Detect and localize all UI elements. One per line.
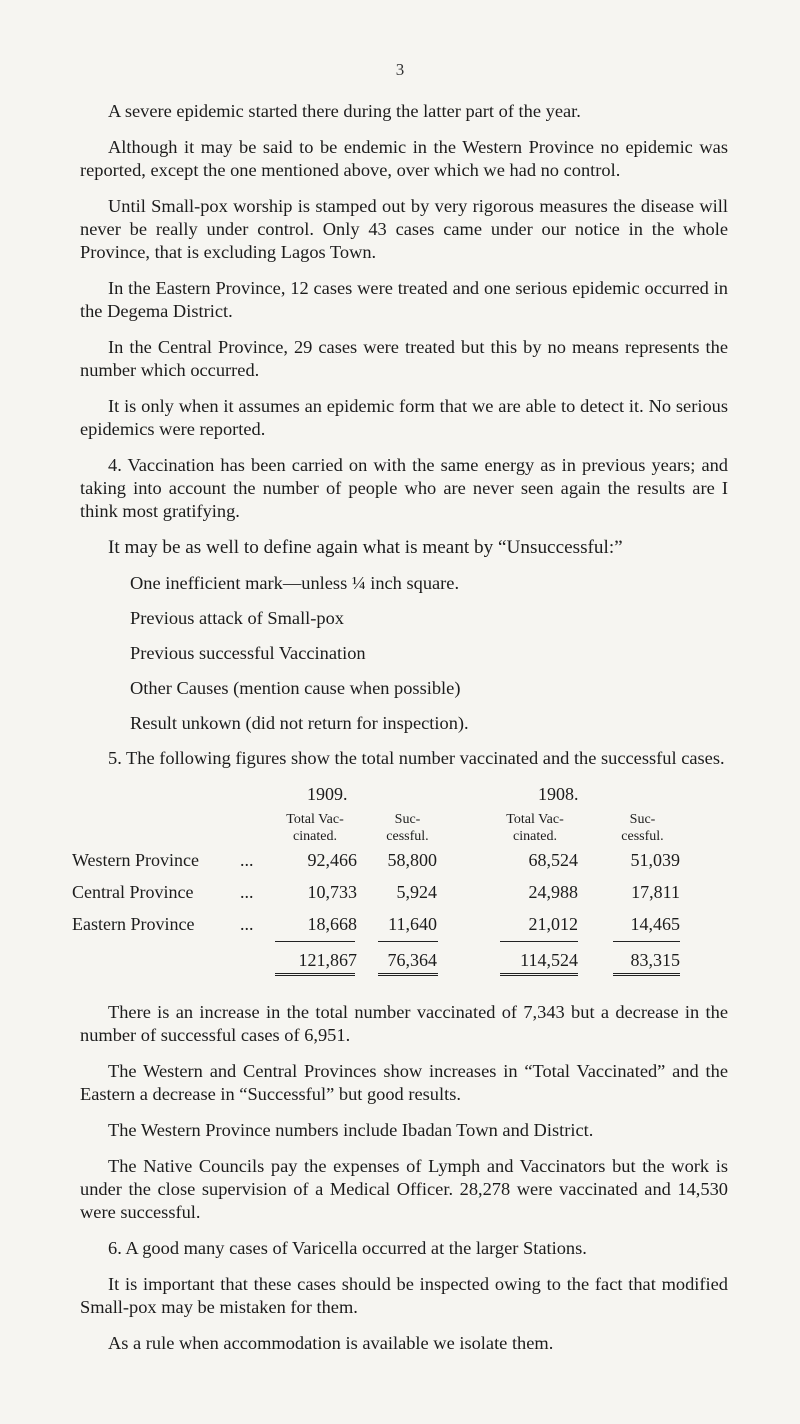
vaccination-table <box>72 783 728 973</box>
cell-eastern-total-1909: 18,668 <box>307 914 357 934</box>
row-dots: ... <box>240 914 254 934</box>
col-header-total-1909: Total Vac- cinated. <box>286 812 344 844</box>
cell-western-total-1909: 92,466 <box>307 850 357 870</box>
paragraph: A severe epidemic started there during the latter part of the year. <box>108 101 581 121</box>
unsuccessful-definition-intro: It may be as well to define again what is meant by “Unsuccessful:” <box>108 537 623 558</box>
paragraph: It is only when it assumes an epidemic form that we are able to detect it. No serious epidemics were reported. <box>80 396 728 439</box>
total-rule <box>378 973 438 976</box>
paragraph: Although it may be said to be endemic in the Western Province no epidemic was reported, except the one mentioned above, over which we had no control. <box>80 137 728 180</box>
paragraph: There is an increase in the total number vaccinated of 7,343 but a decrease in the number of successful cases of 6,951. <box>80 1002 728 1045</box>
paragraph: 4. Vaccination has been carried on with the same energy as in previous years; and taking into account the number of people who are never seen again the results are I think most gratifying. <box>80 455 728 521</box>
row-label-central: Central Province <box>72 882 194 902</box>
col-header-successful-1909: Suc- cessful. <box>386 812 429 844</box>
year-header-1908: 1908. <box>538 784 579 804</box>
total-rule <box>613 973 680 976</box>
row-dots: ... <box>240 850 254 870</box>
unsuccessful-list-item: Other Causes (mention cause when possible) <box>130 678 461 698</box>
cell-eastern-total-1908: 21,012 <box>528 914 578 934</box>
total-1909-successful: 76,364 <box>387 950 437 970</box>
row-dots: ... <box>240 882 254 902</box>
col-header-total-1908: Total Vac- cinated. <box>506 812 564 844</box>
paragraph: 6. A good many cases of Varicella occurred at the larger Stations. <box>108 1238 587 1258</box>
paragraph: Until Small-pox worship is stamped out by very rigorous measures the disease will never be really under control. Only 43 cases came under our notice in the whole Province, that is excluding Lagos Town. <box>80 196 728 262</box>
unsuccessful-list-item: Result unkown (did not return for inspection). <box>130 713 469 733</box>
paragraph: As a rule when accommodation is available we isolate them. <box>108 1333 554 1353</box>
unsuccessful-list-item: One inefficient mark—unless ¼ inch square. <box>130 573 460 593</box>
paragraph: The Western Province numbers include Ibadan Town and District. <box>108 1120 594 1140</box>
table-intro: 5. The following figures show the total number vaccinated and the successful cases. <box>108 748 725 768</box>
cell-central-total-1908: 24,988 <box>528 882 578 902</box>
total-rule <box>275 973 355 976</box>
page-number: 3 <box>395 60 405 79</box>
unsuccessful-list-item: Previous successful Vaccination <box>130 643 366 663</box>
body-text <box>72 100 728 1368</box>
unsuccessful-list-item: Previous attack of Small-pox <box>130 608 345 628</box>
year-header-1909: 1909. <box>307 784 348 804</box>
paragraph: The Western and Central Provinces show increases in “Total Vaccinated” and the Eastern a decrease in “Successful” but good results. <box>80 1061 728 1104</box>
row-label-eastern: Eastern Province <box>72 914 195 934</box>
total-1908-vaccinated: 114,524 <box>520 950 578 970</box>
cell-central-successful-1909: 5,924 <box>396 882 437 902</box>
cell-western-successful-1908: 51,039 <box>630 850 680 870</box>
total-1908-successful: 83,315 <box>630 950 680 970</box>
paragraph: The Native Councils pay the expenses of Lymph and Vaccinators but the work is under the close supervision of a Medical Officer. 28,278 were vaccinated and 14,530 were successful. <box>80 1156 728 1222</box>
row-label-western: Western Province <box>72 850 200 870</box>
sum-rule <box>613 941 680 942</box>
cell-central-successful-1908: 17,811 <box>631 882 680 902</box>
cell-western-total-1908: 68,524 <box>528 850 578 870</box>
paragraph: It is important that these cases should be inspected owing to the fact that modified Small-pox may be mistaken for them. <box>80 1274 728 1317</box>
total-rule <box>500 973 578 976</box>
paragraph: In the Central Province, 29 cases were treated but this by no means represents the number which occurred. <box>80 337 728 380</box>
sum-rule <box>275 941 355 942</box>
paragraph: In the Eastern Province, 12 cases were treated and one serious epidemic occurred in the Degema District. <box>80 278 728 321</box>
cell-western-successful-1909: 58,800 <box>387 850 437 870</box>
sum-rule <box>500 941 578 942</box>
total-1909-vaccinated: 121,867 <box>298 950 357 970</box>
sum-rule <box>378 941 438 942</box>
cell-central-total-1909: 10,733 <box>307 882 357 902</box>
cell-eastern-successful-1909: 11,640 <box>388 914 437 934</box>
cell-eastern-successful-1908: 14,465 <box>630 914 680 934</box>
col-header-successful-1908: Suc- cessful. <box>621 812 664 844</box>
